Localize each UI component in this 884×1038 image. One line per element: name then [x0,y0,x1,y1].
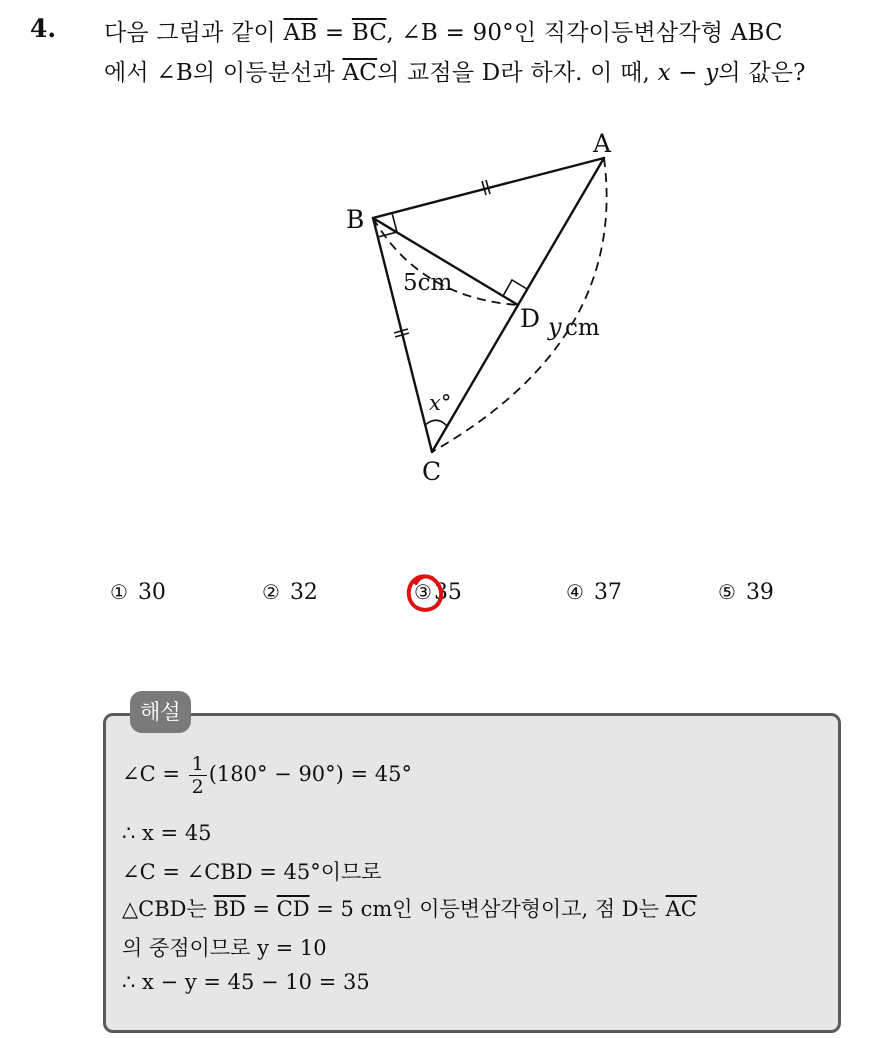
choice-1-value: 30 [137,580,166,605]
q2-expression: x − y [657,60,719,86]
choice-1-mark: ① [110,580,128,604]
segment-ac: $\overline{AC}$ [342,60,378,86]
fraction-half [189,753,207,798]
sol1-lhs: ∠C = [122,762,187,786]
choice-2-value: 32 [289,580,318,605]
sol4-eq: = [245,897,277,921]
choice-4[interactable] [566,580,622,605]
choice-2-mark: ② [262,580,280,604]
label-b: B [346,205,365,234]
sol1-rhs: (180° − 90°) = 45° [208,762,413,786]
choice-4-mark: ④ [566,580,584,604]
solution-line3: ∠C = ∠CBD = 45°이므로 [122,860,382,884]
segment-bc: $\overline{BC}$ [351,20,387,46]
sol4-segment-cd: $\overline{CD}$ [276,897,310,921]
answer-circle-icon [404,571,446,617]
sol4-segment-bd: $\overline{BD}$ [213,897,246,921]
label-y-unit: cm [565,315,600,341]
label-c: C [422,457,442,486]
sol4-segment-ac: $\overline{AC}$ [665,897,697,921]
choice-3-value: 35 [433,580,462,605]
choice-1[interactable] [110,580,166,605]
solution-line4 [122,893,697,923]
label-a: A [593,129,612,158]
q1-eq: = [317,20,352,46]
choice-2[interactable] [262,580,318,605]
solution-line5: 의 중점이므로 y = 10 [122,936,327,960]
q1-text-b: , ∠B = 90°인 직각이등변삼각형 ABC [386,20,783,46]
q2-text-c: 의 값은? [718,60,806,86]
sol4-text-a: △CBD는 [122,897,214,921]
choice-5-mark: ⑤ [718,580,736,604]
question-number: 4. [30,14,57,43]
solution-line6: ∴ x − y = 45 − 10 = 35 [122,970,370,994]
label-y-var: y [548,313,562,341]
fraction-denominator: 2 [191,776,204,798]
fraction-numerator: 1 [189,753,207,776]
sol4-text-b: = 5 cm인 이등변삼각형이고, 점 D는 [309,897,666,921]
solution-tag: 해설 [130,691,191,733]
label-d: D [520,304,541,333]
segment-ab: $\overline{AB}$ [283,20,318,46]
angle-arc-c [425,420,447,426]
solution-line1 [122,753,412,798]
q2-text-b: 의 교점을 D라 하자. 이 때, [377,60,658,86]
q1-text-a: 다음 그림과 같이 [104,20,284,46]
choice-5[interactable] [718,580,774,605]
solution-line2: ∴ x = 45 [122,821,212,845]
choice-3-mark: ③ [414,580,432,604]
label-angle-x: x° [429,391,452,415]
choice-4-value: 37 [593,580,622,605]
choice-5-value: 39 [745,580,774,605]
q2-text-a: 에서 ∠B의 이등분선과 [104,60,343,86]
label-bd-length: 5cm [403,270,453,296]
